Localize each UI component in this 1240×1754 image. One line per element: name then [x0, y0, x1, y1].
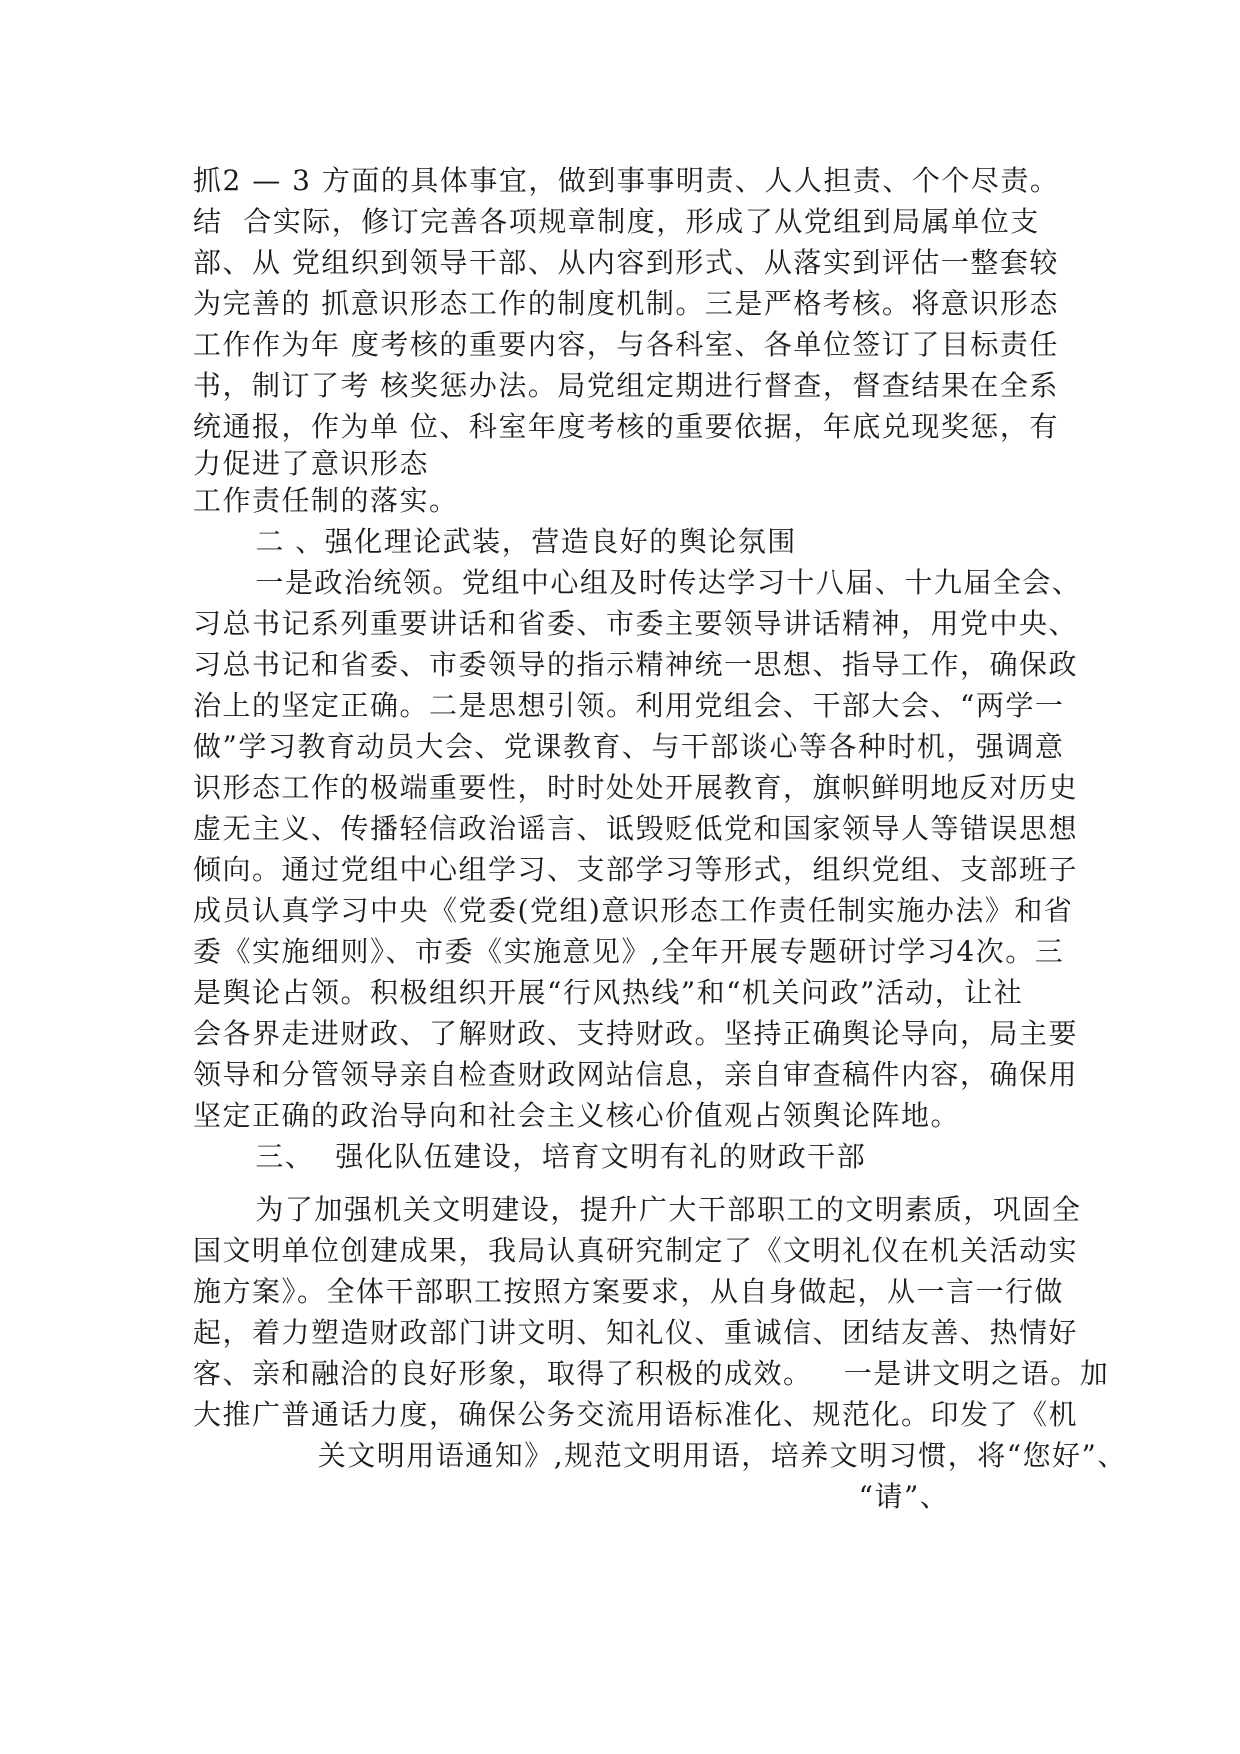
body-line-32: 关文明用语通知》,规范文明用语，培养文明习惯，将“您好”、: [193, 1439, 1127, 1472]
body-line-13: 习总书记和省委、市委领导的指示精神统一思想、指导工作，确保政: [193, 648, 1079, 681]
paragraph-gap: [193, 1177, 1053, 1189]
body-line-17: 虚无主义、传播轻信政治谣言、诋毁贬低党和国家领导人等错误思想: [193, 812, 1079, 845]
body-line-14: 治上的坚定正确。二是思想引领。利用党组会、干部大会、“两学一: [193, 689, 1065, 722]
document-body: [193, 160, 1127, 1517]
body-line-2: 结 合实际，修订完善各项规章制度，形成了从党组到局属单位支: [193, 205, 1040, 238]
body-line-15: 做”学习教育动员大会、党课教育、与干部谈心等各种时机，强调意: [193, 730, 1065, 763]
body-line-6: 书，制订了考 核奖惩办法。局党组定期进行督查，督查结果在全系: [193, 369, 1059, 402]
body-line-21: 是舆论占领。积极组织开展“行风热线”和“机关问政”活动，让社: [193, 976, 1024, 1009]
body-line-11: 一是政治统领。党组中心组及时传达学习十八届、十九届全会、: [193, 566, 1082, 599]
body-line-27: 国文明单位创建成果，我局认真研究制定了《文明礼仪在机关活动实: [193, 1234, 1079, 1267]
body-line-18: 倾向。通过党组中心组学习、支部学习等形式，组织党组、支部班子: [193, 853, 1079, 886]
body-line-20: 委《实施细则》、市委《实施意见》,全年开展专题研讨学习4次。三: [193, 935, 1065, 968]
body-line-24: 坚定正确的政治导向和社会主义核心价值观占领舆论阵地。: [193, 1099, 961, 1132]
body-line-7: 统通报，作为单 位、科室年度考核的重要依据，年底兑现奖惩，有: [193, 410, 1059, 443]
body-line-31: 大推广普通话力度，确保公务交流用语标准化、规范化。印发了《机: [193, 1398, 1079, 1431]
body-line-3: 部、从 党组织到领导干部、从内容到形式、从落实到评估一整套较: [193, 246, 1059, 279]
section-heading-2: 二 、强化理论武装，营造良好的舆论氛围: [193, 525, 797, 558]
body-line-28: 施方案》。全体干部职工按照方案要求，从自身做起，从一言一行做: [193, 1275, 1065, 1308]
body-line-30: 客、亲和融洽的良好形象，取得了积极的成效。 一是讲文明之语。加: [193, 1357, 1110, 1390]
body-line-4: 为完善的 抓意识形态工作的制度机制。三是严格考核。将意识形态: [193, 287, 1059, 320]
body-line-16: 识形态工作的极端重要性，时时处处开展教育，旗帜鲜明地反对历史: [193, 771, 1079, 804]
body-line-23: 领导和分管领导亲自检查财政网站信息，亲自审查稿件内容，确保用: [193, 1058, 1079, 1091]
body-line-5: 工作作为年 度考核的重要内容，与各科室、各单位签订了目标责任: [193, 328, 1059, 361]
body-line-12: 习总书记系列重要讲话和省委、市委主要领导讲话精神，用党中央、: [193, 607, 1079, 640]
body-line-8: 力促进了意识形态: [193, 447, 430, 480]
body-line-22: 会各界走进财政、了解财政、支持财政。坚持正确舆论导向，局主要: [193, 1017, 1079, 1050]
section-heading-3: 三、 强化队伍建设，培育文明有礼的财政干部: [193, 1140, 867, 1173]
body-line-26: 为了加强机关文明建设，提升广大干部职工的文明素质，巩固全: [193, 1193, 1082, 1226]
body-line-33: “请”、: [193, 1480, 950, 1513]
body-line-9: 工作责任制的落实。: [193, 484, 459, 517]
body-line-19: 成员认真学习中央《党委(党组)意识形态工作责任制实施办法》和省: [193, 894, 1074, 927]
body-line-1: 抓2 — 3 方面的具体事宜，做到事事明责、人人担责、个个尽责。: [193, 164, 1060, 197]
body-line-29: 起，着力塑造财政部门讲文明、知礼仪、重诚信、团结友善、热情好: [193, 1316, 1079, 1349]
